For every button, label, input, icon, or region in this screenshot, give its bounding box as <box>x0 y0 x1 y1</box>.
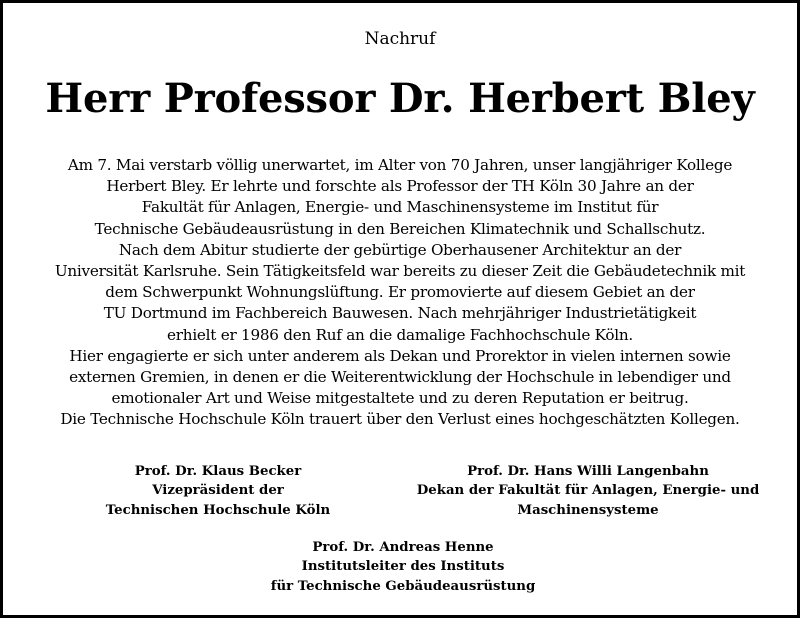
signatory-role: Institutsleiter des Instituts <box>301 559 505 575</box>
body-line: Technische Gebäudeausrüstung in den Bereichen Klimatechnik und Schallschutz. <box>94 219 706 238</box>
obituary-text <box>23 155 777 431</box>
body-line: erhielt er 1986 den Ruf an die damalige Fachhochschule Köln. <box>167 325 633 344</box>
body-line: Nach dem Abitur studierte der gebürtige Oberhausener Architektur an der <box>118 240 682 259</box>
signatory-role: für Technische Gebäudeausrüstung <box>270 578 536 594</box>
body-line: TU Dortmund im Fachbereich Bauwesen. Nach mehrjähriger Industrietätigkeit <box>103 304 697 323</box>
deceased-name: Herr Professor Dr. Herbert Bley <box>45 75 755 122</box>
signatory-dean <box>403 462 773 520</box>
notice-heading: Nachruf <box>364 29 436 49</box>
body-line: Am 7. Mai verstarb völlig unerwartet, im Alter von 70 Jahren, unser langjähriger Kollege <box>67 156 733 174</box>
body-line: Die Technische Hochschule Köln trauert über den Verlust eines hochgeschätzten Kollegen. <box>60 410 740 429</box>
signatory-role: Dekan der Fakultät für Anlagen, Energie- und <box>416 483 760 499</box>
body-line: Herbert Bley. Er lehrte und forschte als Professor der TH Köln 30 Jahre an der <box>106 177 694 196</box>
signatory-name: Prof. Dr. Klaus Becker <box>134 464 302 479</box>
signatory-vice-president <box>53 462 383 520</box>
body-line: externen Gremien, in denen er die Weiterentwicklung der Hochschule in lebendiger und <box>69 368 731 387</box>
body-line: Hier engagierte er sich unter anderem als Dekan und Prorektor in vielen internen sowie <box>69 346 731 365</box>
signatory-role: Technischen Hochschule Köln <box>105 502 331 518</box>
body-line: dem Schwerpunkt Wohnungslüftung. Er promovierte auf diesem Gebiet an der <box>105 283 695 302</box>
signatory-role: Vizepräsident der <box>152 483 284 499</box>
signatory-role: Maschinensysteme <box>517 502 659 518</box>
body-line: Universität Karlsruhe. Sein Tätigkeitsfeld war bereits zu dieser Zeit die Gebäudetechnik mit <box>54 262 746 281</box>
body-line: Fakultät für Anlagen, Energie- und Maschinensysteme im Institut für <box>141 198 659 217</box>
signatory-name: Prof. Dr. Hans Willi Langenbahn <box>467 464 709 479</box>
signatory-institute-head <box>203 538 603 596</box>
signatory-name: Prof. Dr. Andreas Henne <box>312 540 494 555</box>
body-line: emotionaler Art und Weise mitgestaltete und zu deren Reputation er beitrug. <box>111 389 689 408</box>
